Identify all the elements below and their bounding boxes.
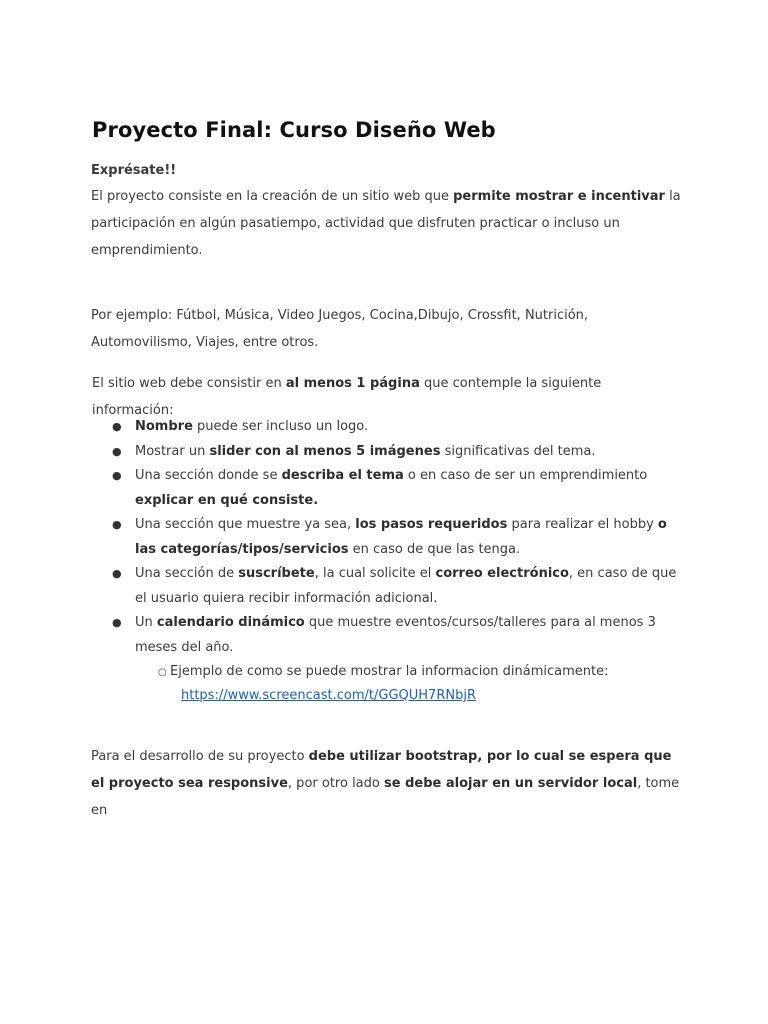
list-item (92, 415, 682, 440)
req-bold-1: al menos 1 página (285, 376, 420, 391)
list-item-bold: slider con al menos 5 imágenes (209, 443, 441, 459)
list-item-text: Una sección que muestre ya sea, (135, 517, 356, 532)
list-item-text: Una sección donde se (135, 468, 282, 483)
intro-bold-1: permite mostrar e incentivar (453, 189, 665, 204)
dev-text-2: , por otro lado (287, 776, 384, 791)
list-item-bold: describa el tema (281, 468, 404, 483)
list-item-bold: o las categorías/tipos/servicios (135, 517, 667, 557)
circle-bullet-icon: ○ (158, 667, 167, 678)
list-item-bold: explicar en qué consiste. (135, 492, 319, 508)
list-item-text: Una sección de (135, 566, 239, 581)
list-item (92, 440, 682, 465)
list-item-bold: calendario dinámico (156, 615, 305, 630)
list-item-text: Mostrar un (135, 443, 210, 459)
list-item-text: puede ser incluso un logo. (192, 419, 369, 434)
page-title: Proyecto Final: Curso Diseño Web (92, 118, 496, 142)
bullet-icon: ● (112, 518, 122, 531)
bullet-icon: ● (112, 469, 122, 482)
requirements-list (92, 415, 682, 660)
bullet-icon: ● (112, 567, 122, 580)
intro-text-2: la participación en algún pasatiempo, actividad que disfruten practicar o incluso un emprendimiento. (91, 189, 681, 258)
list-item (92, 611, 682, 660)
dev-bold-2: se debe alojar en un servidor local (383, 776, 638, 791)
list-item-text: o en caso de ser un emprendimiento (403, 468, 648, 483)
list-item-text: , en caso de que el usuario quiera recibir información adicional. (135, 566, 677, 606)
sub-list-item (158, 660, 678, 707)
bullet-icon: ● (112, 444, 122, 458)
list-item-bold: los pasos requeridos (355, 517, 508, 532)
dev-text-3: , tome en (91, 776, 680, 818)
list-item (92, 513, 682, 562)
req-text-1: El sitio web debe consistir en (92, 376, 286, 391)
sub-item-text: Ejemplo de como se puede mostrar la informacion dinámicamente: (170, 664, 609, 679)
list-item-text: Un (135, 615, 157, 630)
list-item (92, 562, 682, 611)
list-item-text: significativas del tema. (440, 443, 596, 459)
bullet-icon: ● (112, 420, 122, 433)
list-item-bold: correo electrónico (435, 566, 569, 581)
intro-text-1: El proyecto consiste en la creación de un sitio web que (91, 189, 454, 204)
list-item-text: en caso de que las tenga. (348, 541, 521, 557)
list-item-text: , la cual solicite el (314, 566, 436, 581)
dev-bold-1: debe utilizar bootstrap, por lo cual se espera que el proyecto sea responsive (91, 749, 672, 791)
development-paragraph (91, 743, 681, 824)
list-item-bold: suscríbete (238, 566, 315, 581)
examples-paragraph: Por ejemplo: Fútbol, Música, Video Juegos, Cocina,Dibujo, Crossfit, Nutrición, Automovilismo, Viajes, entre otros. (91, 308, 589, 350)
list-item (92, 464, 682, 513)
section-subtitle: Exprésate!! (91, 163, 177, 178)
req-text-2: que contemple la siguiente información: (92, 376, 602, 418)
list-item-bold: Nombre (135, 419, 193, 434)
list-item-text: para realizar el hobby (507, 517, 658, 532)
intro-paragraph (91, 183, 681, 264)
bullet-icon: ● (112, 616, 122, 629)
dev-text-1: Para el desarrollo de su proyecto (91, 749, 309, 764)
list-item-text: que muestre eventos/cursos/talleres para al menos 3 meses del año. (135, 615, 656, 655)
example-link[interactable]: https://www.screencast.com/t/GGQUH7RNbjR (181, 688, 476, 703)
